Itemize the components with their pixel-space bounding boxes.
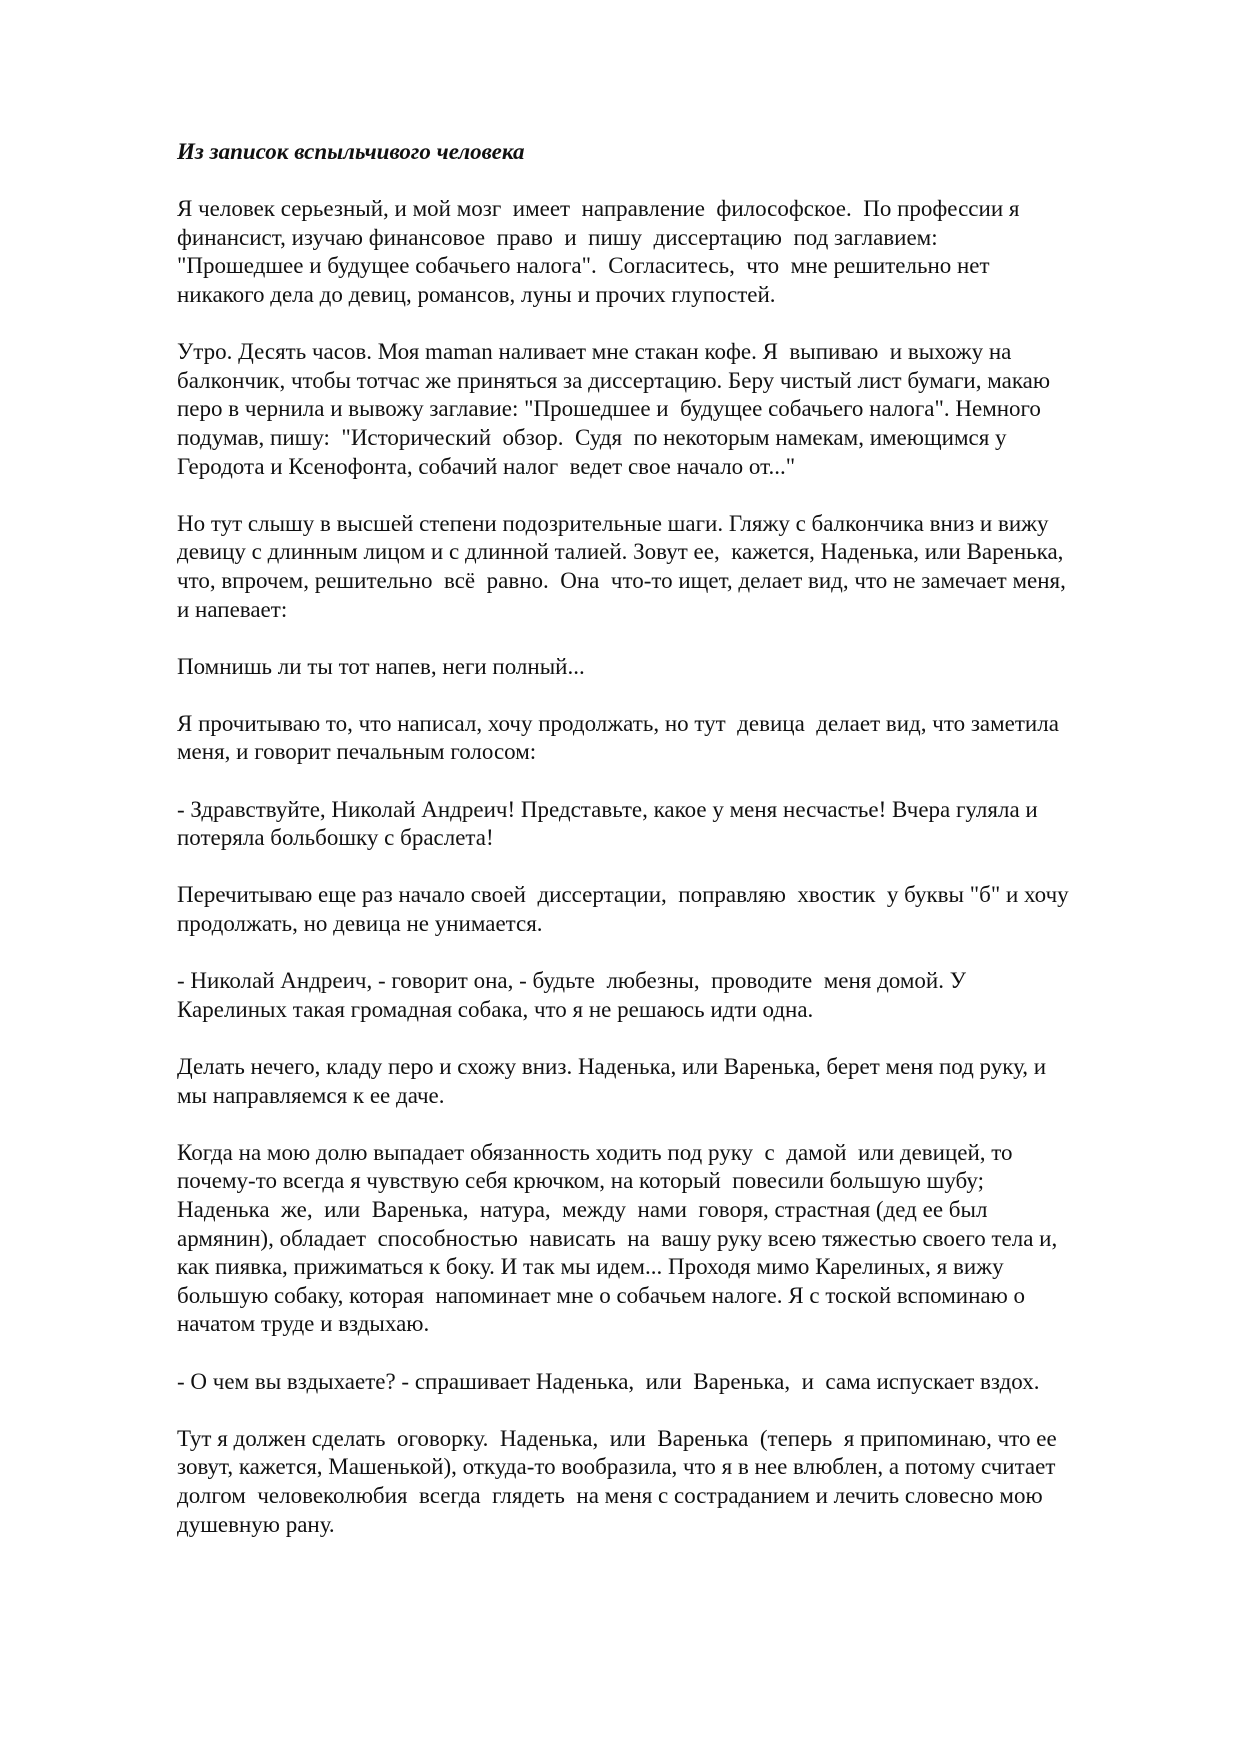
text-line: Я человек серьезный, и мой мозг имеет направление философское. По профессии я <box>177 196 1020 222</box>
paragraph-9 <box>177 1053 1167 1110</box>
paragraph-2 <box>177 338 1167 481</box>
text-line: продолжать, но девица не унимается. <box>177 911 543 937</box>
text-line: балкончик, чтобы тотчас же приняться за диссертацию. Беру чистый лист бумаги, макаю <box>177 367 1051 393</box>
text-line: Перечитываю еще раз начало своей диссертации, поправляю хвостик у буквы "б" и хочу <box>177 882 1069 908</box>
document-body <box>177 138 1167 1568</box>
text-line: Тут я должен сделать оговорку. Наденька, или Варенька (теперь я припоминаю, что ее <box>177 1425 1057 1451</box>
document-title: Из записок вспыльчивого человека <box>177 139 525 164</box>
text-line: - Николай Андреич, - говорит она, - будьте любезны, проводите меня домой. У <box>177 968 967 994</box>
text-line: - Здравствуйте, Николай Андреич! Представьте, какое у меня несчастье! Вчера гуляла и <box>177 796 1038 822</box>
text-line: долгом человеколюбия всегда глядеть на меня с состраданием и лечить словесно мою <box>177 1482 1043 1508</box>
paragraph-11 <box>177 1368 1167 1397</box>
paragraph-12 <box>177 1425 1167 1539</box>
text-line: Но тут слышу в высшей степени подозрительные шаги. Гляжу с балкончика вниз и вижу <box>177 510 1049 536</box>
text-line: потеряла больбошку с браслета! <box>177 825 494 851</box>
paragraph-10 <box>177 1139 1167 1339</box>
text-line: "Прошедшее и будущее собачьего налога". Согласитесь, что мне решительно нет <box>177 253 990 279</box>
text-line: мы направляемся к ее даче. <box>177 1082 445 1108</box>
text-line: почему-то всегда я чувствую себя крючком, на который повесили большую шубу; <box>177 1168 984 1194</box>
text-line: финансист, изучаю финансовое право и пишу диссертацию под заглавием: <box>177 224 938 250</box>
text-line: как пиявка, прижиматься к боку. И так мы идем... Проходя мимо Карелиных, я вижу <box>177 1254 1004 1280</box>
text-line: Помнишь ли ты тот напев, неги полный... <box>177 653 585 679</box>
text-line: и напевает: <box>177 596 288 622</box>
text-line: Когда на мою долю выпадает обязанность ходить под руку с дамой или девицей, то <box>177 1139 1013 1165</box>
text-line: Карелиных такая громадная собака, что я не решаюсь идти одна. <box>177 996 814 1022</box>
text-line: начатом труде и вздыхаю. <box>177 1311 430 1337</box>
text-line: Я прочитываю то, что написал, хочу продолжать, но тут девица делает вид, что заметила <box>177 710 1059 736</box>
paragraph-6 <box>177 796 1167 853</box>
text-line: армянин), обладает способностью нависать на вашу руку всею тяжестью своего тела и, <box>177 1225 1058 1251</box>
paragraph-7 <box>177 881 1167 938</box>
text-line: никакого дела до девиц, романсов, луны и прочих глупостей. <box>177 281 776 307</box>
text-line: Наденька же, или Варенька, натура, между нами говоря, страстная (дед ее был <box>177 1196 988 1222</box>
text-line: зовут, кажется, Машенькой), откуда-то вообразила, что я в нее влюблен, а потому считает <box>177 1454 1056 1480</box>
paragraph-3 <box>177 510 1167 624</box>
text-line: - О чем вы вздыхаете? - спрашивает Наденька, или Варенька, и сама испускает вздох. <box>177 1368 1040 1394</box>
text-line: перо в чернила и вывожу заглавие: "Прошедшее и будущее собачьего налога". Немного <box>177 396 1041 422</box>
paragraph-4 <box>177 653 1167 682</box>
text-line: Утро. Десять часов. Моя maman наливает мне стакан кофе. Я выпиваю и выхожу на <box>177 339 1012 365</box>
text-line: девицу с длинным лицом и с длинной талией. Зовут ее, кажется, Наденька, или Варенька, <box>177 539 1064 565</box>
text-line: Геродота и Ксенофонта, собачий налог ведет свое начало от..." <box>177 453 796 479</box>
paragraph-8 <box>177 967 1167 1024</box>
text-line: большую собаку, которая напоминает мне о собачьем налоге. Я с тоской вспоминаю о <box>177 1282 1026 1308</box>
text-line: Делать нечего, кладу перо и схожу вниз. Наденька, или Варенька, берет меня под руку, и <box>177 1054 1047 1079</box>
text-line: что, впрочем, решительно всё равно. Она что-то ищет, делает вид, что не замечает меня, <box>177 567 1066 593</box>
text-line: меня, и говорит печальным голосом: <box>177 739 537 765</box>
paragraph-5 <box>177 710 1167 767</box>
paragraph-1 <box>177 195 1167 309</box>
text-line: подумав, пишу: "Исторический обзор. Судя по некоторым намекам, имеющимся у <box>177 424 1007 450</box>
text-line: душевную рану. <box>177 1511 335 1537</box>
